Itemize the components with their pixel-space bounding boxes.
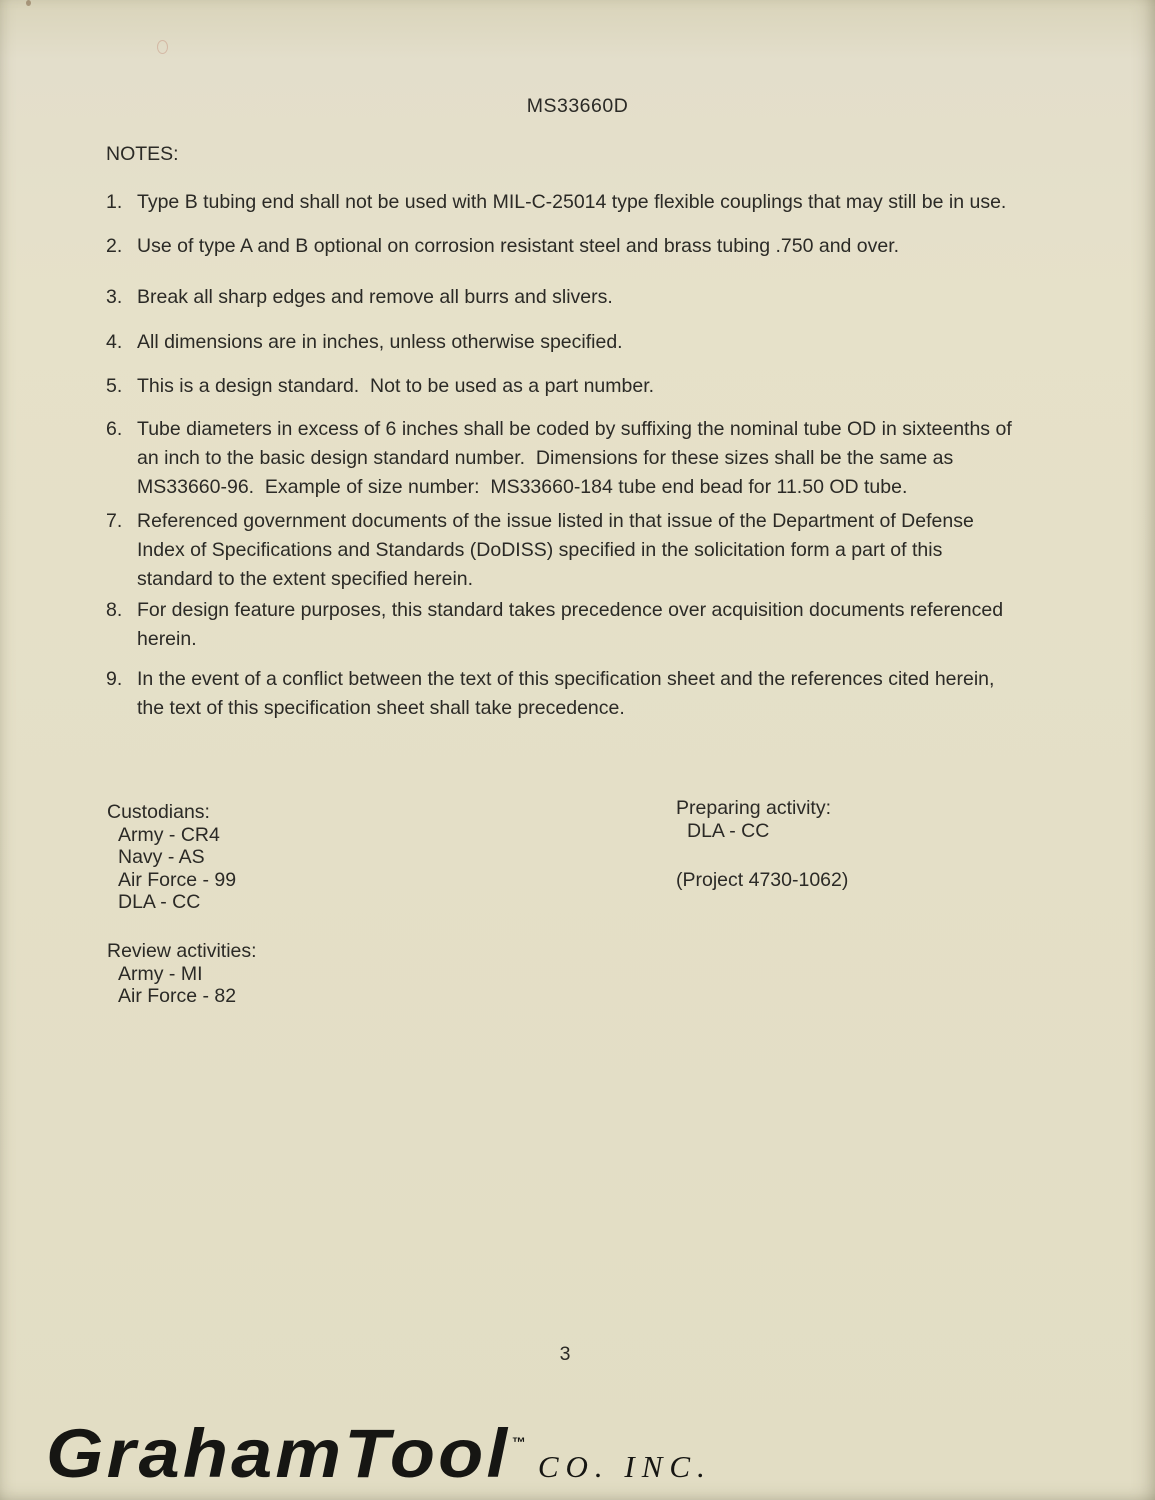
note-number: 9. (106, 668, 123, 690)
custodian-item: Army - CR4 (118, 823, 220, 846)
note-item-3 (106, 283, 613, 312)
note-line: herein. (137, 628, 197, 650)
note-line: Index of Specifications and Standards (DoDISS) specified in the solicitation form a part of this (137, 539, 943, 561)
note-number: 3. (106, 286, 123, 308)
note-number: 6. (106, 418, 123, 440)
logo-suffix-text: CO. INC. (537, 1449, 712, 1484)
custodian-item: Air Force - 99 (118, 868, 237, 891)
note-line: Use of type A and B optional on corrosion resistant steel and brass tubing .750 and over. (137, 235, 900, 257)
note-line: In the event of a conflict between the text of this specification sheet and the references cited herein, (137, 668, 995, 690)
note-line: This is a design standard. Not to be used as a part number. (137, 375, 655, 397)
logo-brand-text: GrahamTool (46, 1415, 511, 1492)
note-line: All dimensions are in inches, unless otherwise specified. (137, 331, 623, 353)
doc-number: MS33660D (526, 95, 629, 117)
preparing-activity-value: DLA - CC (687, 819, 770, 842)
review-activity-item: Army - MI (118, 962, 203, 985)
trademark-symbol: ™ (511, 1434, 526, 1450)
review-activities-heading: Review activities: (107, 940, 257, 962)
note-line: Break all sharp edges and remove all burrs and slivers. (137, 286, 613, 308)
note-item-7 (106, 507, 974, 594)
note-line: an inch to the basic design standard number. Dimensions for these sizes shall be the same as (137, 447, 954, 469)
project-number: (Project 4730-1062) (676, 869, 849, 891)
note-number: 1. (106, 191, 123, 213)
note-item-9 (106, 665, 994, 723)
note-item-1 (106, 188, 1006, 217)
note-line: Type B tubing end shall not be used with MIL-C-25014 type flexible couplings that may still be in use. (137, 191, 1007, 213)
custodian-item: DLA - CC (118, 891, 201, 914)
note-item-6 (106, 415, 1012, 502)
note-line: Tube diameters in excess of 6 inches shall be coded by suffixing the nominal tube OD in sixteenths of (137, 418, 1012, 440)
note-line: standard to the extent specified herein. (137, 568, 474, 590)
note-line: For design feature purposes, this standard takes precedence over acquisition documents referenced (137, 599, 1004, 621)
review-activity-item: Air Force - 82 (118, 985, 237, 1008)
custodians-block (107, 801, 236, 914)
note-number: 4. (106, 331, 123, 353)
note-line: Referenced government documents of the issue listed in that issue of the Department of Defense (137, 510, 974, 532)
notes-heading: NOTES: (106, 143, 179, 165)
custodian-item: Navy - AS (118, 846, 205, 869)
custodians-heading: Custodians: (107, 801, 210, 823)
note-line: MS33660-96. Example of size number: MS33660-184 tube end bead for 11.50 OD tube. (137, 476, 908, 498)
note-item-4 (106, 328, 623, 357)
review-activities-block (107, 940, 257, 1008)
note-number: 7. (106, 510, 123, 532)
note-line: the text of this specification sheet shall take precedence. (137, 697, 625, 719)
page-number: 3 (559, 1343, 571, 1365)
graham-tool-logo (46, 1414, 712, 1493)
preparing-activity-heading: Preparing activity: (676, 797, 831, 819)
note-item-5 (106, 372, 654, 401)
note-item-2 (106, 232, 899, 261)
note-number: 8. (106, 599, 123, 621)
preparing-activity-block (676, 797, 831, 842)
note-item-8 (106, 596, 1003, 654)
note-number: 2. (106, 235, 123, 257)
note-number: 5. (106, 375, 123, 397)
